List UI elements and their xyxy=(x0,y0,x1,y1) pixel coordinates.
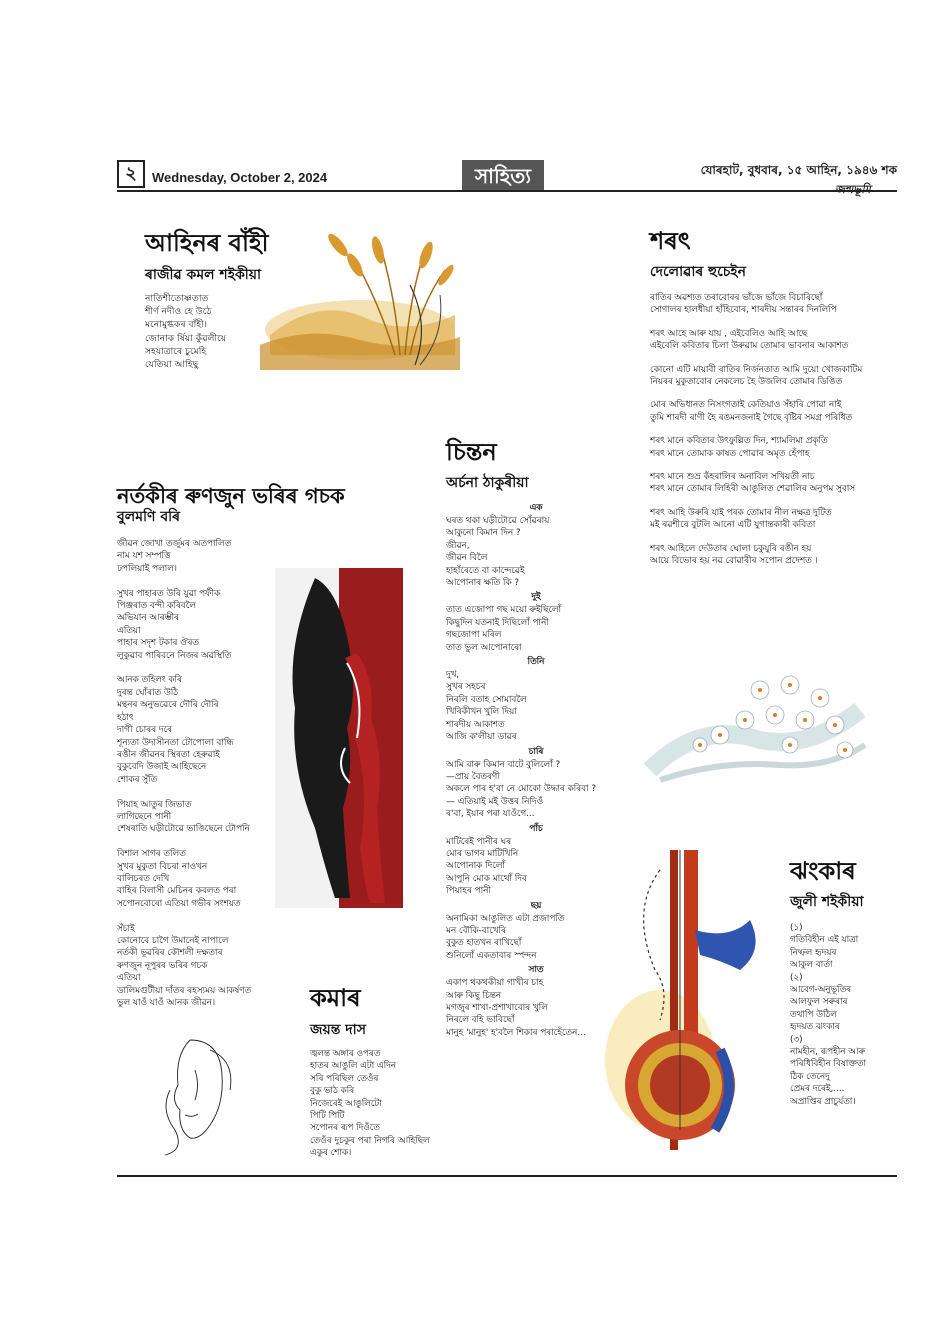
poem4-text: জীৱন জোখা তৰ্জুমৰ অতপালিত নাম যশ সম্পত্তি ঢপলিয়াই পলাল। সুখৰ পাহাৰত উৰি যুৱা পৰ্ফীক পিঞ্জৰাত বন্দী কৰিবলৈ অভিযান আৰম্ভীৰ এতিয়া পাহাৰ সদৃশ টকাৰ ঔৰত লুকুৱাব পাৰিবনে নিজৰ অৱস্থিতি আনক তহিলং কৰি দুৰন্ত ঘোঁৰাত উঠি মন্থনৰ অনুভৱেৰে দৌৰি দৌৰি হঠাৎ দাগী চোৰৰ দৰে শূন্যতা উদাসীনতা টোপোলা বান্ধি ৰঙীন জীৱনৰ স্থিৰতা হেৰুৱাই বুকুবেদি উজাই আহিছেনে শোকৰ সুঁতি পিয়াহ আতুৰ জিভাত লাগিছেনে পানী শেষৰাতি ঘড়ীটোৱে ভাঙিছেনে টোপনি বিশাল সাগৰ তলিত সুখৰ মুকুতা বিচৰা নাওখন বালিচৰত দেখি বাহিৰ বিলাসী মেচিনৰ কবলত পৰা সপোনবোৰো এতিয়া গভীৰ সংশয়ত সঁচাই কোনোবে চাগৈ উমানেই নাপালে নৰ্তকী ভূৱৰিৰ কৌশলী দক্ষতাৰ ৰুণজুন নূপুৰৰ ভৰিৰ গচক এতিয়া ডালিমগুটীয়া দাঁতৰ ৰহস্যময় আকৰ্ষণত ভুল যাওঁ যাওঁ আনক জীৱন। xyxy=(117,539,252,1009)
page-number: ২ xyxy=(117,160,145,188)
poem3-part-text: তাত এজোপা গছ ময়ো ৰুইছিলোঁ কিছুদিন যতনাই দিছিলোঁ পানী গছজোপা মৰিল তাত ভুল আপোনাৰো xyxy=(446,605,562,653)
poem3-part-text: মাটিৰেই পানীৰ ঘৰ মোৰ ভাগৰ মাটিখিনি আপোনাক দিলোঁ আপুনি মোক মাথোঁ দিব পিয়াহৰ পানী xyxy=(446,836,527,897)
poem3-part-head: এক xyxy=(529,503,543,513)
poem3-part-head: সাত xyxy=(528,965,544,976)
poem2-stanza: কোনো এটি মায়াবী ৰাতিৰ নিৰ্জনতাত আমি দুয়ো খোজকাটিম নিয়ৰৰ মুকুতাবোৰ নেকলেচ হৈ উজলিব তোমাৰ ডিঙিত xyxy=(650,364,863,388)
poem1-title: আহিনৰ বাঁহী xyxy=(145,229,269,257)
poem3-part-head: চাৰি xyxy=(528,746,544,757)
poem6-text: (১) গতিবিহীন এই যাত্ৰা নিষ্ফল হৃদয়ৰ আকুল বাৰ্তা (২) আবেগ-অনুভূতিৰ আলফুল সৰুৰাৰ তথাপি উঠিল হৃদয়ত ঝংকাৰ (৩) নামহীন, ৰূপহীন আৰু পৰিধিবিহীন বিষাক্ততা ঠিক তেনেদু প্ৰেমৰ দৰেই,.... অপ্ৰাপ্তিৰ প্ৰাচুৰ্যতা। xyxy=(790,923,866,1107)
poem2-stanza: শৰৎ মানে শুভ্ৰ কঁহৰালিৰ অনাবিল সখিয়তী নাচ শৰৎ মানে তোমাৰ লিহিৰী আঙুলিত শেৱালিৰ অনুপম সুবাস xyxy=(650,472,856,495)
poem3-part-head: তিনি xyxy=(527,657,545,668)
poem6-title: ঝংকাৰ xyxy=(790,857,856,885)
wheat-illustration xyxy=(260,225,460,375)
poem2-stanza: শৰৎ আহে আৰু যায় , এইবেলিও আহি আছে এইবেলি কবিতাৰ চিলা উৰুৱাম তোমাৰ ভাবনাৰ আকাশত xyxy=(650,328,849,352)
poem4-author: বুলমণি বৰি xyxy=(117,509,181,525)
poem2-stanza: ৰাতিৰ অৱশ্যত তৰাবোৰৰ ভাঁজে ভাঁজে বিচাৰিছোঁ সোণালৰ হালধীয়া হাঁহিবোৰ, শাৰদীয় সন্তাৰৰ দিনলিপি xyxy=(650,293,837,316)
poem3-part-head: ছয় xyxy=(530,900,542,911)
poem3-part-text: একাপ থকথকীয়া গাখীৰ চাহ আৰু কিছু চিন্তন মগজুৰ শাখা-প্ৰশাখাবোৰ খুলি নিৰলে বহি ভাবিছোঁ মানুহ 'মানুহ' হ'বলৈ শিকাৰ পৰাহেঁতেন... xyxy=(446,978,586,1038)
poem5-title: কমাৰ xyxy=(310,984,361,1012)
flowers-illustration xyxy=(640,650,870,800)
poem3-body xyxy=(446,500,626,1039)
header-rule xyxy=(117,190,897,192)
poem3-author: অৰ্চনা ঠাকুৰীয়া xyxy=(446,475,529,491)
poem6-author: জুলী শইকীয়া xyxy=(790,894,864,910)
section-badge: সাহিত্য xyxy=(462,160,544,192)
poem2-author: দেলোৱাৰ হুচেইন xyxy=(650,264,746,280)
footer-rule xyxy=(117,1175,897,1177)
date-english: Wednesday, October 2, 2024 xyxy=(152,170,328,185)
ektara-illustration xyxy=(600,850,775,1165)
poem1-author: ৰাজীৱ কমল শইকীয়া xyxy=(145,267,262,283)
face-sketch xyxy=(150,1030,240,1160)
poem2-stanza: শৰৎ আহিলে দেউতাৰ ঘোলা চকুযুৰি ৰঙীন হয় আয়ে বিভোৰ হয় নৱ বোৱাৰীৰ সপোন প্ৰদেশত । xyxy=(650,543,818,567)
poem4-title: নৰ্তকীৰ ৰুণজুন ভৰিৰ গচক xyxy=(117,484,345,508)
poem3-part-text: অনামিকা আঙুলিত এটা প্ৰজাপতি মন বৌকি-বাখেৰি বুকুত হাতখন ৰাখিছোঁ শুনিলোঁ একতাবাৰ স্পন্দন xyxy=(446,913,565,961)
date-assamese: যোৰহাট, বুধবাৰ, ১৫ আহিন, ১৯৪৬ শক xyxy=(700,163,897,177)
poem5-author: জয়ন্ত দাস xyxy=(310,1022,366,1038)
poem3-part-head: দুই xyxy=(531,592,541,603)
poem1-text: নাতিশীতোষ্ণতাত শীৰ্ণ নদীও হে উঠে মনোমুগ্ধকৰ বাঁহী। জোনাক ৰ্ষিয়া কুঁৱলীয়ে সহযাত্ৰাৰে চুমেহি যেতিয়া আহিছু xyxy=(145,293,227,371)
poem2-stanza: শৰৎ মানে কবিতাৰ উৎফুল্লিত দিন, শ্যামলিমা প্ৰকৃতি শৰৎ মানে তোমাক কাষত পোৱাৰ অমৃত হেঁপাহ xyxy=(650,436,828,459)
poem2-title: শৰৎ xyxy=(650,227,691,255)
poem2-stanza: শৰৎ আহি উৰুৰি যাই পৰক তোমাৰ নীল নক্ষত্ৰ দুটিত মই ৰৱশীৰে বুটলি আনো এটি যুগান্তকাৰী কবিতা xyxy=(650,507,832,531)
poem2-body xyxy=(650,292,900,568)
dancer-painting xyxy=(275,568,403,908)
poem3-part-head: পাঁচ xyxy=(529,823,543,834)
poem2-stanza: মোৰ অভিধানত নিসংগতাই কেতিয়াও সঁহাৰি পোৱা নাই তুমি শাৰদী ৰাণী হৈ ৰঙমনজনাই গৈছে বৃষ্টিৰ সমগ্ৰ পৰিধিত xyxy=(650,400,853,423)
poem3-part-text: ঘৰত থকা ঘড়ীটোৱে সোঁৱৰায় আকুনো কিমান দিন ? জীৱন, জীৱন বিলৈ হাহাঁৰেতে বা কান্দেৱেই আপোনাৰ ক্ষতি কি ? xyxy=(446,516,550,589)
poem3-part-text: দুখ, সুখৰ সহচৰ নিৰলি বতাহ সোমাবলৈ খিৰিকীখন খুলি দিয়া শাৰদীয় আকাশত আজি ক'লীয়া ডাৱৰ xyxy=(446,670,527,743)
poem3-title: চিন্তন xyxy=(446,438,497,466)
poem5-text: জ্বলন্ত অঙ্গাৰ ওপৰত হাতৰ আঙুলি এটা এদিন সৰি পৰিছিল তেওঁৰ বুকু ভাঠ কৰি নিজেৰেই আঙুলিটো পিটি পিটি সপোনৰ ৰূপ দিওঁতে তেওঁৰ দুচকুৰ পৰা নিগৰি আহিছিল একুৰ শোক। xyxy=(310,1049,430,1159)
poem3-part-text: আমি বাৰু কিমান বাটে বুলিলোঁ ? —প্ৰায় বৈতৰণী অকলে পাৰ হ'বা নে মোকো উদ্ধাৰ কৰিবা ? — এতিয়াই মই উত্তৰ নিদিওঁ ৰ'বা, ইয়াৰ পৰা যাওঁগে... xyxy=(446,759,597,820)
